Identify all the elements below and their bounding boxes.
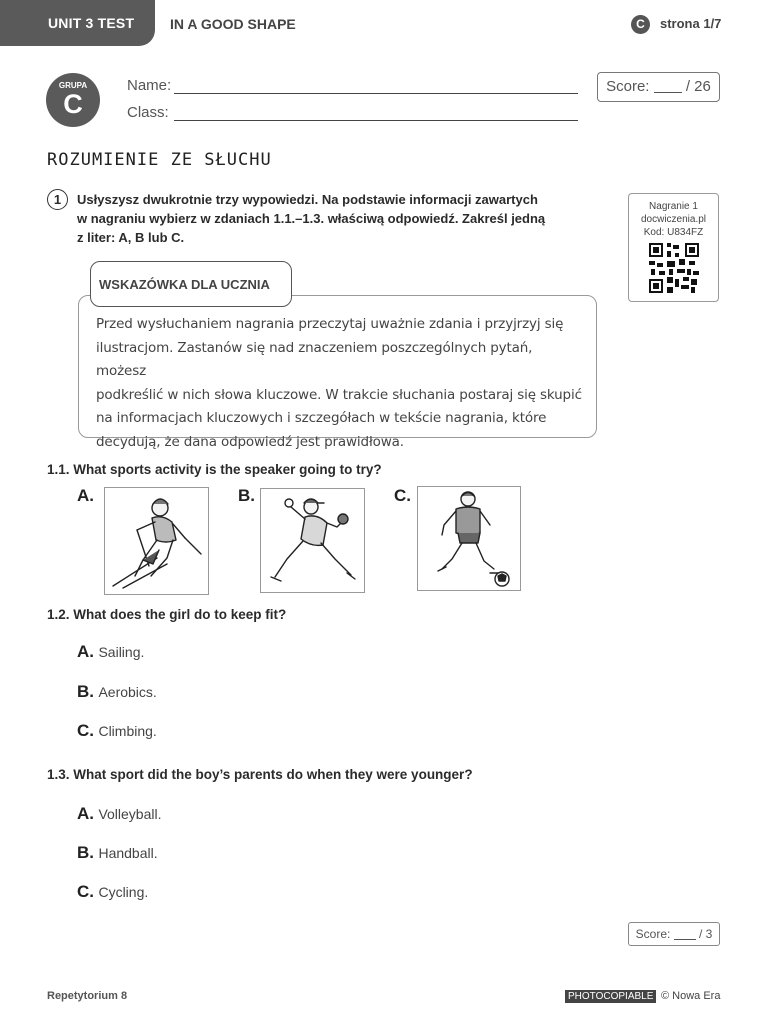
option-letter: B.: [77, 843, 94, 862]
unit-label: UNIT 3 TEST: [48, 15, 135, 31]
recording-label: Nagranie 1: [649, 201, 698, 212]
recording-code: Kod: U834FZ: [643, 227, 704, 238]
skier-illustration[interactable]: [104, 487, 209, 595]
unit-title: IN A GOOD SHAPE: [170, 16, 296, 32]
instruction-line: w nagraniu wybierz w zdaniach 1.1.–1.3. właściwą odpowiedź. Zakreśl jedną: [77, 211, 546, 226]
tip-line: ilustracjom. Zastanów się nad znaczeniem poszczególnych pytań, możesz: [96, 339, 533, 379]
class-label: Class:: [127, 104, 169, 121]
instruction-line: Usłyszysz dwukrotnie trzy wypowiedzi. Na podstawie informacji zawartych: [77, 192, 538, 207]
exercise-score-total: / 3: [699, 927, 713, 941]
recording-box: [628, 193, 719, 302]
exercise-number: 1: [47, 189, 68, 210]
footer-book-title: Repetytorium 8: [47, 990, 128, 1002]
class-field[interactable]: [174, 120, 578, 121]
answer-option[interactable]: [77, 721, 157, 741]
tip-line: na informacjach kluczowych i szczegółach w tekście nagrania, które: [96, 410, 547, 426]
answer-option[interactable]: [77, 882, 148, 902]
option-letter: A.: [77, 804, 94, 823]
option-text: Aerobics.: [98, 684, 157, 700]
tip-line: decydują, że dana odpowiedź jest prawidłowa.: [96, 433, 404, 450]
tip-title: WSKAZÓWKA DLA UCZNIA: [99, 277, 270, 292]
instruction-line: z liter: A, B lub C.: [77, 230, 185, 245]
answer-option[interactable]: [77, 804, 162, 824]
photocopiable-badge: PHOTOCOPIABLE: [565, 990, 656, 1003]
option-letter[interactable]: B.: [238, 486, 255, 505]
page-number: strona 1/7: [660, 16, 722, 31]
exercise-instruction: [77, 190, 597, 247]
qr-code-icon[interactable]: [649, 243, 699, 293]
football-player-illustration[interactable]: [417, 486, 521, 591]
question-1-1: 1.1. What sports activity is the speaker going to try?: [47, 462, 382, 477]
name-field[interactable]: [174, 93, 578, 94]
option-letter: C.: [77, 721, 94, 740]
option-letter: A.: [77, 642, 94, 661]
answer-option[interactable]: [77, 682, 157, 702]
unit-tab: [0, 0, 155, 46]
tip-line: Przed wysłuchaniem nagrania przeczytaj uważnie zdania i przyjrzyj się: [96, 316, 564, 332]
option-text: Cycling.: [98, 884, 149, 900]
page-group-badge: C: [631, 15, 650, 34]
question-1-2: 1.2. What does the girl do to keep fit?: [47, 607, 287, 622]
option-text: Sailing.: [98, 644, 145, 660]
exercise-score-blank[interactable]: [674, 928, 696, 940]
answer-option[interactable]: [77, 642, 144, 662]
score-total: / 26: [685, 78, 711, 95]
exercise-score-label: Score:: [635, 927, 671, 941]
group-circle: [46, 73, 100, 127]
recording-site: docwiczenia.pl: [640, 214, 707, 225]
answer-option[interactable]: [77, 843, 158, 863]
group-letter: C: [63, 89, 83, 119]
baseball-pitcher-illustration[interactable]: [260, 488, 365, 593]
option-letter: B.: [77, 682, 94, 701]
option-text: Climbing.: [98, 723, 157, 739]
option-letter[interactable]: C.: [394, 486, 411, 505]
group-label: GRUPA: [58, 81, 88, 90]
section-title: ROZUMIENIE ZE SŁUCHU: [47, 150, 272, 170]
score-blank[interactable]: [654, 78, 682, 93]
option-text: Handball.: [98, 845, 158, 861]
exercise-score-box: [628, 922, 720, 946]
name-label: Name:: [127, 77, 172, 94]
option-text: Volleyball.: [98, 806, 162, 822]
option-letter: C.: [77, 882, 94, 901]
footer-publisher: © Nowa Era: [661, 990, 721, 1002]
total-score-box: [597, 72, 720, 102]
option-letter[interactable]: A.: [77, 486, 94, 505]
score-label: Score:: [606, 78, 650, 95]
tip-text: [96, 313, 586, 454]
tip-line: podkreślić w nich słowa kluczowe. W trakcie słuchania postaraj się skupić: [96, 386, 582, 403]
tip-heading-tab: [90, 261, 292, 307]
question-1-3: 1.3. What sport did the boy’s parents do when they were younger?: [47, 767, 473, 782]
